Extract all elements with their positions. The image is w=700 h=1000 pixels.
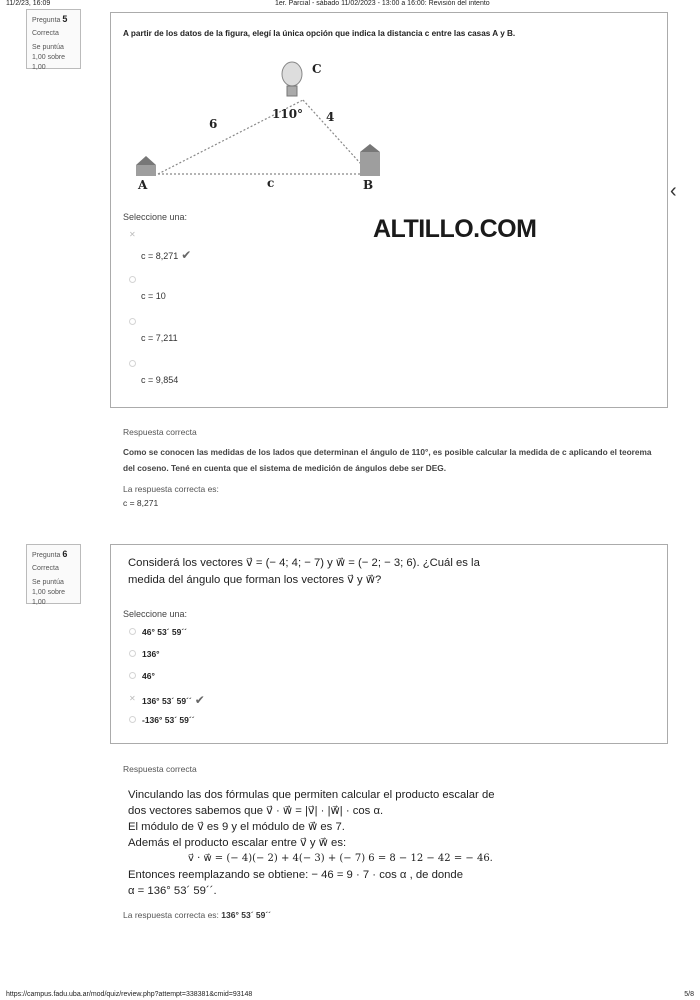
q6-option-5[interactable]: -136° 53´ 59´´ [142,715,195,725]
q5-option-1-label: c = 8,271 [141,251,179,261]
q6-info-box [26,544,81,604]
q6-grade: Se puntúa 1,00 sobre 1,00 [32,579,66,606]
q5-number: 5 [62,14,68,24]
watermark: ALTILLO.COM [373,215,537,243]
footer-page: 5/8 [684,991,694,998]
angle-label: 110° [272,107,304,121]
q5-select-label: Seleccione una: [123,212,188,222]
q6-radio-1[interactable] [129,628,136,635]
q5-answer: c = 8,271 [123,498,159,508]
side-bc-length: 4 [326,110,335,124]
q6-option-3[interactable]: 46° [142,671,155,681]
check-icon: ✔ [194,693,205,707]
q5-option-3[interactable]: c = 7,211 [141,333,178,343]
vertex-a-label: A [138,178,148,192]
q5-explanation: Como se conocen las medidas de los lados que determinan el ángulo de 110°, es posible calcular la medida de c aplicando el teorema del coseno. Tené en cuenta que el sistema de medición de ángulos debe ser DEG. [123,447,652,473]
q5-info-box [26,9,81,69]
q6-option-4[interactable] [142,693,205,707]
q6-option-2[interactable]: 136° [142,649,160,659]
side-bc [303,100,370,174]
q5-state: Correcta [32,30,59,37]
q6-option-1[interactable]: 46° 53´ 59´´ [142,627,187,637]
q6-answer-line [123,910,271,920]
balloon-c-icon [282,62,302,96]
calc-line-3: El módulo de v⃗ es 9 y el módulo de w⃗ es 7. [128,821,345,833]
q6-feedback: Respuesta correcta [123,764,197,774]
q6-radio-2[interactable] [129,650,136,657]
q5-feedback: Respuesta correcta [123,427,197,437]
vertex-b-label: B [363,178,374,192]
side-ac-length: 6 [209,117,218,131]
calc-line-5: v⃗ · w⃗ = (− 4)(− 2) + 4(− 3) + (− 7) 6 = 8 − 12 − 42 = − 46. [188,853,493,864]
house-a-icon [136,156,156,176]
q6-label: Pregunta [32,552,61,559]
house-b-icon [360,144,380,176]
side-c-label: c [267,176,275,190]
chevron-left-icon[interactable]: ‹ [670,180,677,202]
q5-radio-3[interactable] [129,318,136,325]
print-date: 11/2/23, 16:09 [6,0,51,7]
q6-answer: 136° 53´ 59´´ [221,910,272,920]
q6-state: Correcta [32,565,59,572]
q6-explanation [128,787,558,899]
q6-question-line-2: medida del ángulo que forman los vectores v⃗ y w⃗? [128,574,382,586]
q5-answer-label: La respuesta correcta es: [123,484,219,494]
q6-radio-3[interactable] [129,672,136,679]
selected-mark-icon: ✕ [129,694,136,703]
q6-answer-label: La respuesta correcta es: [123,910,219,920]
q6-number: 6 [62,549,68,559]
q6-select-label: Seleccione una: [123,609,188,619]
q5-content-box [110,12,668,408]
selected-mark-icon: ✕ [129,230,136,239]
q5-option-4[interactable]: c = 9,854 [141,375,179,385]
vertex-c-label: C [312,62,322,76]
calc-line-2: dos vectores sabemos que v⃗ · w⃗ = |v⃗| · |w⃗| · cos α. [128,805,384,817]
calc-line-6: Entonces reemplazando se obtiene: − 46 = 9 · 7 · cos α , de donde [128,869,463,881]
q5-triangle-figure [126,48,406,208]
print-title: 1er. Parcial - sábado 11/02/2023 - 13:00 a 16:00: Revisión del intento [275,0,490,7]
q5-question-text: A partir de los datos de la figura, elegí la única opción que indica la distancia c entre las casas A y B. [123,29,516,38]
footer-url: https://campus.fadu.uba.ar/mod/quiz/review.php?attempt=338381&cmid=93148 [6,991,253,998]
calc-line-7: α = 136° 53´ 59´´. [128,885,217,897]
calc-line-1: Vinculando las dos fórmulas que permiten calcular el producto escalar de [128,789,495,801]
q5-radio-2[interactable] [129,276,136,283]
check-icon: ✔ [181,248,192,262]
q5-radio-4[interactable] [129,360,136,367]
q5-label: Pregunta [32,17,61,24]
q5-option-1[interactable] [141,248,191,262]
q6-radio-5[interactable] [129,716,136,723]
q6-option-4-label: 136° 53´ 59´´ [142,696,192,706]
q6-question-text [128,555,548,589]
q5-option-2[interactable]: c = 10 [141,291,166,301]
q5-grade: Se puntúa 1,00 sobre 1,00 [32,44,66,71]
calc-line-4: Además el producto escalar entre v⃗ y w⃗ es: [128,837,347,849]
q6-question-line-1: Considerá los vectores v⃗ = (− 4; 4; − 7) y w⃗ = (− 2; − 3; 6). ¿Cuál es la [128,557,480,569]
